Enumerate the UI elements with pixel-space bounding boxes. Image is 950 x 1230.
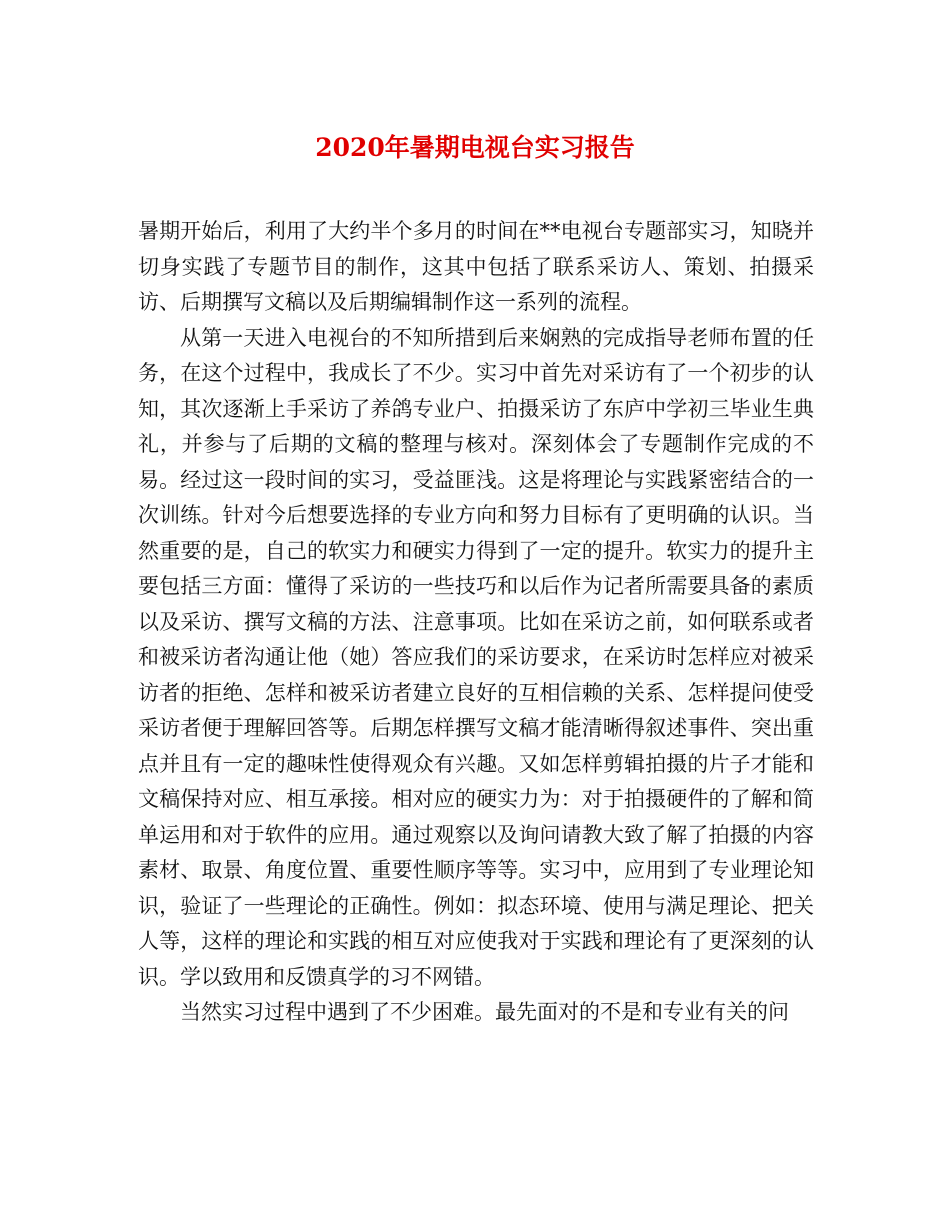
document-body (138, 214, 814, 1031)
paragraph-1: 暑期开始后，利用了大约半个多月的时间在**电视台专题部实习，知晓并切身实践了专题节目的制作，这其中包括了联系采访人、策划、拍摄采访、后期撰写文稿以及后期编辑制作这一系列的流程。 (138, 219, 814, 314)
paragraph-2: 从第一天进入电视台的不知所措到后来娴熟的完成指导老师布置的任务，在这个过程中，我成长了不少。实习中首先对采访有了一个初步的认知，其次逐渐上手采访了养鸽专业户、拍摄采访了东庐中学初三毕业生典礼，并参与了后期的文稿的整理与核对。深刻体会了专题制作完成的不易。经过这一段时间的实习，受益匪浅。这是将理论与实践紧密结合的一次训练。针对今后想要选择的专业方向和努力目标有了更明确的认识。当然重要的是，自己的软实力和硬实力得到了一定的提升。软实力的提升主要包括三方面：懂得了采访的一些技巧和以后作为记者所需要具备的素质以及采访、撰写文稿的方法、注意事项。比如在采访之前，如何联系或者和被采访者沟通让他（她）答应我们的采访要求，在采访时怎样应对被采访者的拒绝、怎样和被采访者建立良好的互相信赖的关系、怎样提问使受采访者便于理解回答等。后期怎样撰写文稿才能清晰得叙述事件、突出重点并且有一定的趣味性使得观众有兴趣。又如怎样剪辑拍摄的片子才能和文稿保持对应、相互承接。相对应的硬实力为：对于拍摄硬件的了解和简单运用和对于软件的应用。通过观察以及询问请教大致了解了拍摄的内容素材、取景、角度位置、重要性顺序等等。实习中，应用到了专业理论知识，验证了一些理论的正确性。例如：拟态环境、使用与满足理论、把关人等，这样的理论和实践的相互对应使我对于实践和理论有了更深刻的认识。学以致用和反馈真学的习不网错。 (138, 325, 814, 989)
paragraph-3: 当然实习过程中遇到了不少困难。最先面对的不是和专业有关的问 (180, 1000, 789, 1024)
document-title: 2020年暑期电视台实习报告 (315, 133, 635, 162)
